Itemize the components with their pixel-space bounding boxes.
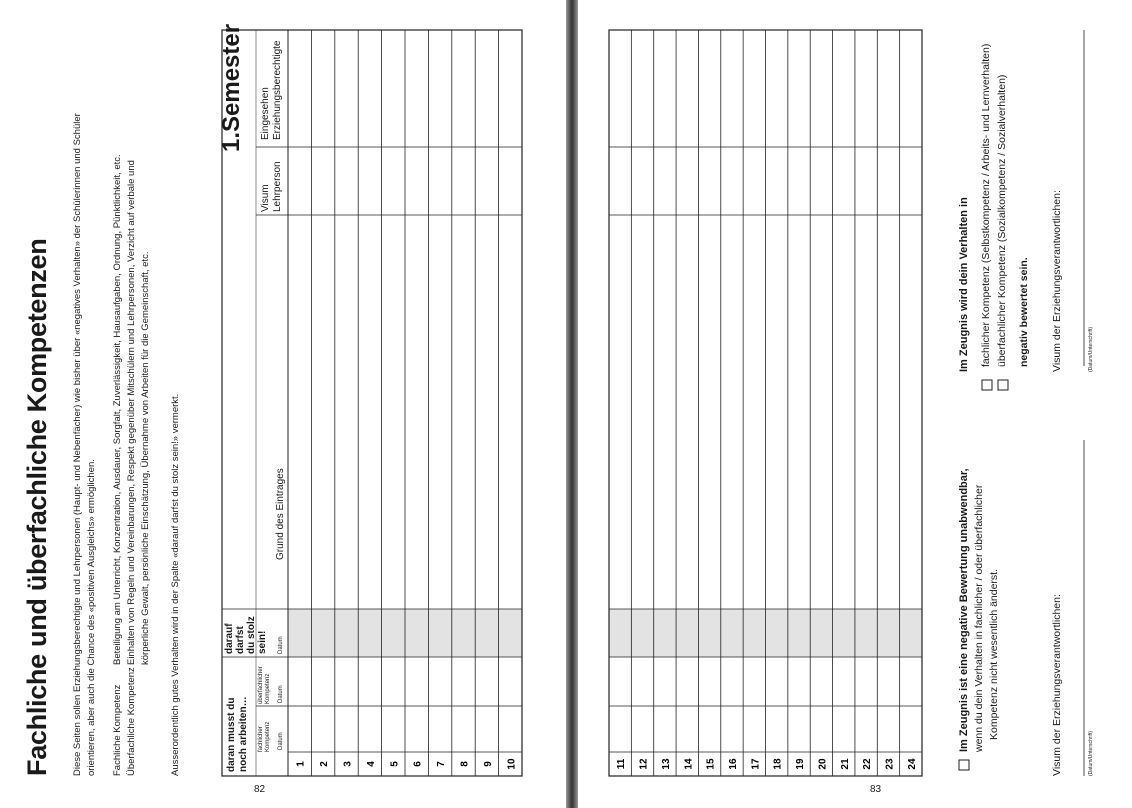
row-number: 3 <box>342 761 354 767</box>
subheader-datum-1: Datum <box>278 732 284 750</box>
top-option-1: fachlicher Kompetenz (Selbstkompetenz / Arbeits- und Lernverhalten) <box>980 43 992 367</box>
row-number: 12 <box>638 758 650 770</box>
definition-label-ueberfachlich: Überfachliche Kompetenz <box>126 667 137 776</box>
bottom-visum: Visum der Erziehungsverantwortlichen: <box>1051 594 1063 776</box>
row-number: 9 <box>482 761 494 767</box>
row-number: 4 <box>365 761 377 767</box>
header-grund: Grund des Eintrages <box>275 468 286 560</box>
page-number-right: 83 <box>870 784 882 795</box>
top-signature-caption: (Datum/Unterschrift) <box>1088 326 1094 372</box>
row-number: 19 <box>795 758 807 770</box>
header-du-stolz: du stolz <box>246 616 257 654</box>
bottom-title: Im Zeugnis ist eine negative Bewertung unabwendbar, <box>958 468 970 752</box>
top-option-2: überfachlicher Kompetenz (Sozialkompetenz / Sozialverhalten) <box>996 74 1008 367</box>
row-number: 14 <box>683 758 695 770</box>
subheader-ueberfachlicher-kompetenz: Kompetenz <box>265 673 271 704</box>
subheader-fachlicher: fachlicher <box>258 726 264 752</box>
header-sein: sein! <box>257 630 268 654</box>
subheader-ueberfachlicher: überfachlicher <box>258 666 264 704</box>
book-gutter <box>566 0 578 808</box>
row-number: 15 <box>705 758 717 770</box>
intro-line-2: orientieren, aber auch die Chance des «positiven Ausgleichs» ermöglichen. <box>86 459 97 776</box>
subheader-datum-3: Datum <box>278 636 284 654</box>
row-number: 13 <box>660 758 672 770</box>
checkbox-ueberfachlich <box>998 380 1008 390</box>
page-title: Fachliche und überfachliche Kompetenzen <box>22 238 52 776</box>
table-right <box>578 0 1132 808</box>
header-eingesehen: Eingesehen <box>260 87 271 140</box>
definition-text-fachlich: Beteiligung am Unterricht, Konzentration, Ausdauer, Sorgfalt, Zuverlässigkeit, Hausaufgaben, Ordnung, Pünktlichkeit, etc. <box>112 154 123 665</box>
row-number: 24 <box>906 758 918 770</box>
row-number: 7 <box>436 761 448 767</box>
bottom-signature-caption: (Datum/Unterschrift) <box>1088 730 1094 776</box>
top-visum: Visum der Erziehungsverantwortlichen: <box>1051 190 1063 372</box>
row-number: 23 <box>884 758 896 770</box>
header-darauf: darauf <box>224 623 235 654</box>
row-number: 5 <box>389 761 401 767</box>
bottom-line-2: wenn du dein Verhalten in fachlicher / oder überfachlicher <box>973 484 985 752</box>
row-number: 17 <box>750 758 762 770</box>
right-page <box>578 0 1132 808</box>
subheader-fachlicher-kompetenz: Kompetenz <box>265 721 271 752</box>
header-erziehungsberechtigte: Erziehungsberechtigte <box>272 40 283 140</box>
intro-line-1: Diese Seiten sollen Erziehungsberechtigte und Lehrpersonen (Haupt- und Nebenfächer) wie bisher über «negatives Verhalten» der Schülerinnen und Schüler <box>72 113 83 776</box>
row-number: 8 <box>459 761 471 767</box>
row-number: 2 <box>319 761 331 767</box>
row-number: 20 <box>817 758 829 770</box>
definition-label-fachlich: Fachliche Kompetenz <box>112 684 123 776</box>
definition-text-ueberfachlich-2: körperliche Gewalt, persönliche Einschätzung, Übernahme von Arbeiten für die Gemeinschaft, etc. <box>140 251 151 665</box>
row-number: 21 <box>839 758 851 770</box>
definition-text-ueberfachlich-1: Einhalten von Regeln und Vereinbarungen, Respekt gegenüber Mitschülern und Lehrpersonen, Verzicht auf verbale und <box>126 160 137 665</box>
semester-heading: 1.Semester <box>218 23 245 152</box>
row-number: 1 <box>295 761 307 767</box>
header-darfst: darfst <box>235 626 246 654</box>
page-number-left: 82 <box>254 784 266 795</box>
checkbox-negative <box>959 760 969 770</box>
row-number: 10 <box>506 758 518 770</box>
header-noch-arbeiten: noch arbeiten… <box>238 696 249 772</box>
checkbox-fachlich <box>982 380 992 390</box>
note-text: Ausserordentlich gutes Verhalten wird in der Spalte «darauf darfst du stolz sein!» vermerkt. <box>170 393 181 776</box>
subheader-datum-2: Datum <box>278 685 284 703</box>
row-number: 16 <box>727 758 739 770</box>
row-number: 6 <box>412 761 424 767</box>
header-daran-musst-du: daran musst du <box>226 697 237 772</box>
row-number: 18 <box>772 758 784 770</box>
row-number: 11 <box>616 758 628 770</box>
header-visum-lehrperson: Visum <box>260 184 271 212</box>
top-title: Im Zeugnis wird dein Verhalten in <box>958 197 970 372</box>
bottom-line-3: Kompetenz nicht wesentlich änderst. <box>988 568 1000 740</box>
top-conclusion: negativ bewertet sein. <box>1018 257 1030 367</box>
row-number: 22 <box>862 758 874 770</box>
header-visum-lehrperson-2: Lehrperson <box>272 161 283 212</box>
